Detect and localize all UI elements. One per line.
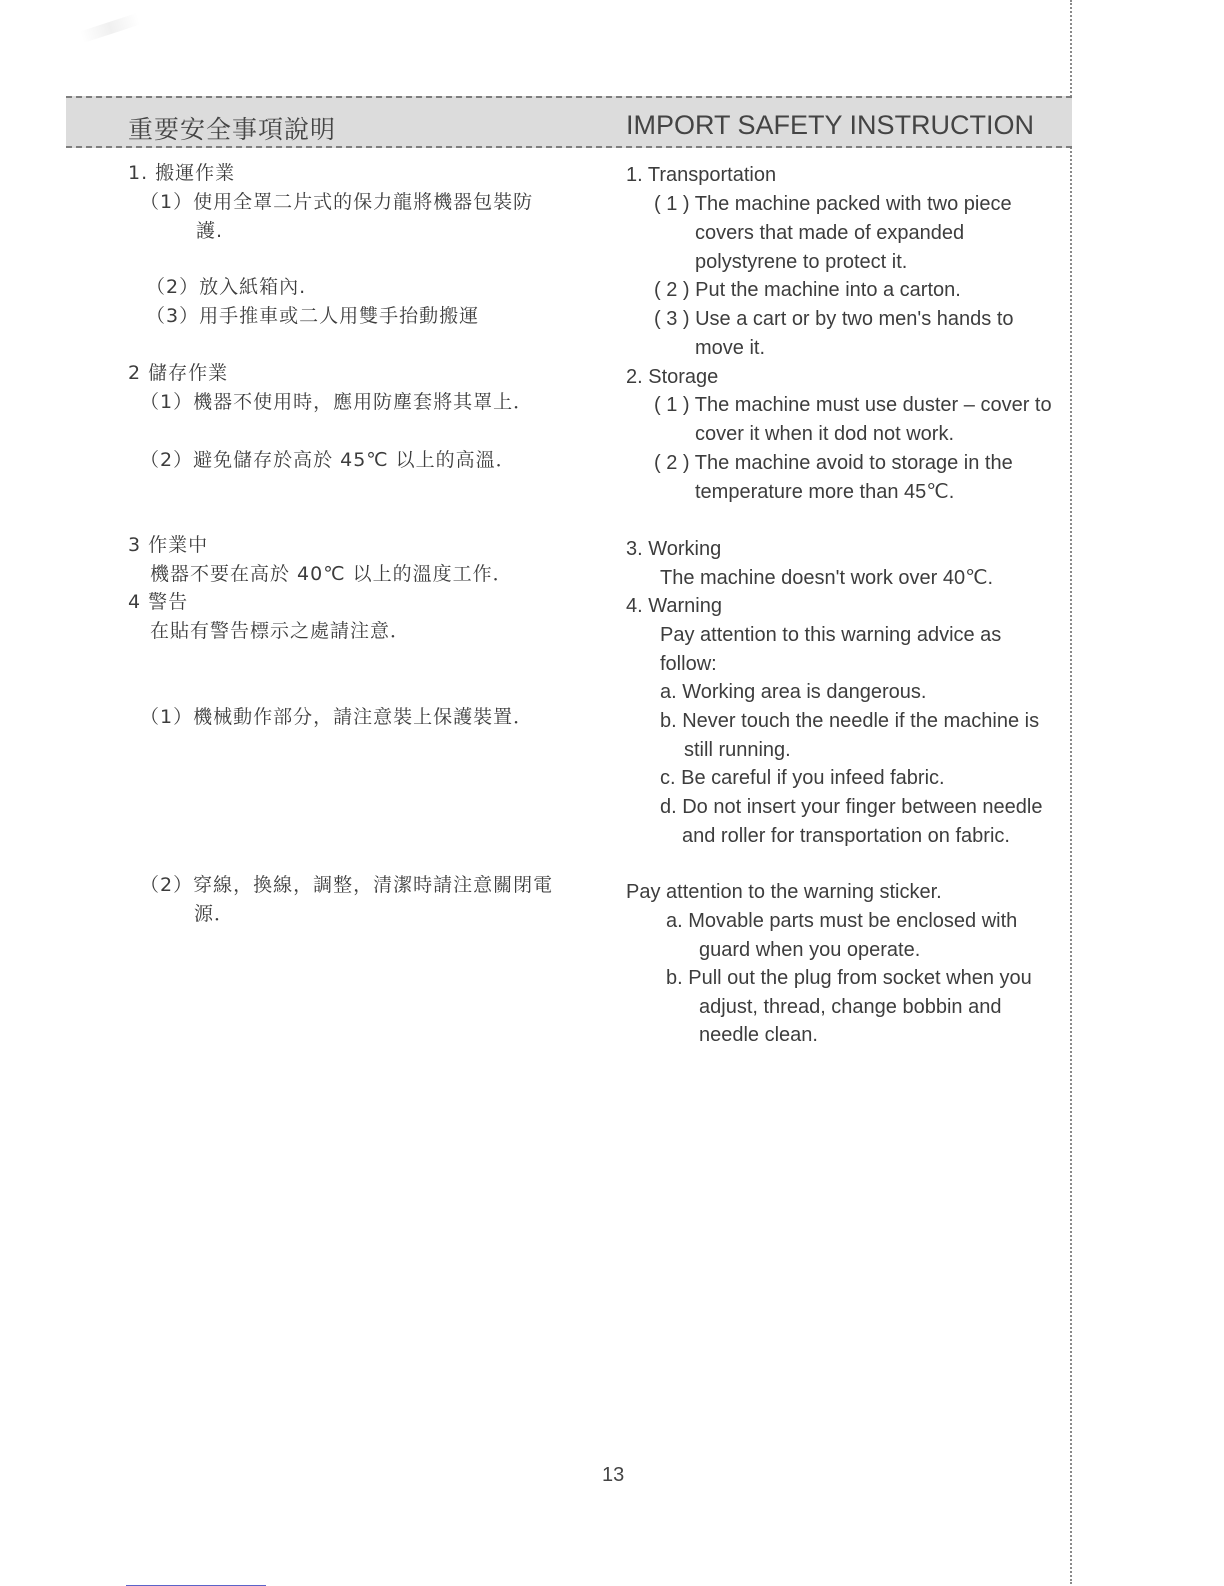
en-s1-item3-line1: ( 3 ) Use a cart or by two men's hands to [654, 308, 1014, 330]
en-s1-item1-line2: covers that made of expanded [695, 222, 965, 244]
en-sticker-title: Pay attention to the warning sticker. [626, 881, 942, 903]
en-sticker-b-line3: needle clean. [699, 1024, 818, 1046]
en-s1-item1-line3: polystyrene to protect it. [695, 251, 908, 273]
en-s4-item-d-line1: d. Do not insert your finger between needle [660, 796, 1043, 818]
zh-s4-text: 在貼有警告標示之處請注意． [150, 620, 411, 642]
en-s4-item-d-line2: and roller for transportation on fabric. [682, 825, 1010, 847]
en-s2-item2-line2: temperature more than 45℃. [695, 481, 955, 503]
scan-smudge [80, 13, 141, 43]
en-s4-item-b-line1: b. Never touch the needle if the machine is [660, 710, 1040, 732]
en-s4-item-a: a. Working area is dangerous. [660, 681, 927, 703]
page-number: 13 [602, 1464, 625, 1486]
en-s2-item1-line1: ( 1 ) The machine must use duster – cover to [654, 394, 1052, 416]
en-s1-item1-line1: ( 1 ) The machine packed with two piece [654, 193, 1012, 215]
en-section-2-title: 2. Storage [626, 366, 719, 388]
zh-s1-item1-line2: 護. [196, 220, 224, 242]
page-edge-dashed-line [1070, 0, 1072, 1584]
zh-s3-text: 機器不要在高於 40℃ 以上的溫度工作． [150, 563, 513, 585]
en-s2-item1-line2: cover it when it dod not work. [695, 423, 955, 445]
en-sticker-a-line1: a. Movable parts must be enclosed with [666, 910, 1018, 932]
en-s4-text-line2: follow: [660, 653, 717, 675]
zh-s4-item2-line2: 源． [194, 903, 235, 925]
zh-section-4-title: 4 警告 [128, 591, 189, 613]
zh-section-1-title: 1. 搬運作業 [128, 162, 236, 184]
en-section-4-title: 4. Warning [626, 595, 722, 617]
title-en: IMPORT SAFETY INSTRUCTION [626, 110, 1035, 140]
title-zh: 重要安全事項說明 [128, 115, 337, 144]
en-sticker-a-line2: guard when you operate. [699, 939, 921, 961]
en-s1-item2: ( 2 ) Put the machine into a carton. [654, 279, 961, 301]
en-sticker-b-line1: b. Pull out the plug from socket when you [666, 967, 1032, 989]
en-s4-item-c: c. Be careful if you infeed fabric. [660, 767, 945, 789]
en-s4-item-b-line2: still running. [684, 739, 791, 761]
zh-s1-item2: （2）放入紙箱內. [146, 276, 307, 298]
zh-s2-item1: （1）機器不使用時，應用防塵套將其罩上． [140, 391, 534, 413]
en-section-3-title: 3. Working [626, 538, 722, 560]
zh-s4-item2-line1: （2）穿線，換線，調整，清潔時請注意關閉電 [140, 874, 554, 896]
en-section-1-title: 1. Transportation [626, 164, 777, 186]
zh-section-2-title: 2 儲存作業 [128, 362, 229, 384]
en-s1-item3-line2: move it. [695, 337, 766, 359]
zh-section-3-title: 3 作業中 [128, 534, 209, 556]
en-sticker-b-line2: adjust, thread, change bobbin and [699, 996, 1002, 1018]
zh-s2-item2: （2）避免儲存於高於 45℃ 以上的高溫． [140, 449, 516, 471]
en-s3-text: The machine doesn't work over 40℃. [660, 567, 994, 589]
en-s4-text-line1: Pay attention to this warning advice as [660, 624, 1002, 646]
zh-s1-item1-line1: （1）使用全罩二片式的保力龍將機器包裝防 [140, 191, 534, 213]
zh-s1-item3: （3）用手推車或二人用雙手抬動搬運 [146, 305, 480, 327]
zh-s4-item1: （1）機械動作部分，請注意裝上保護裝置． [140, 706, 534, 728]
en-s2-item2-line1: ( 2 ) The machine avoid to storage in the [654, 452, 1013, 474]
